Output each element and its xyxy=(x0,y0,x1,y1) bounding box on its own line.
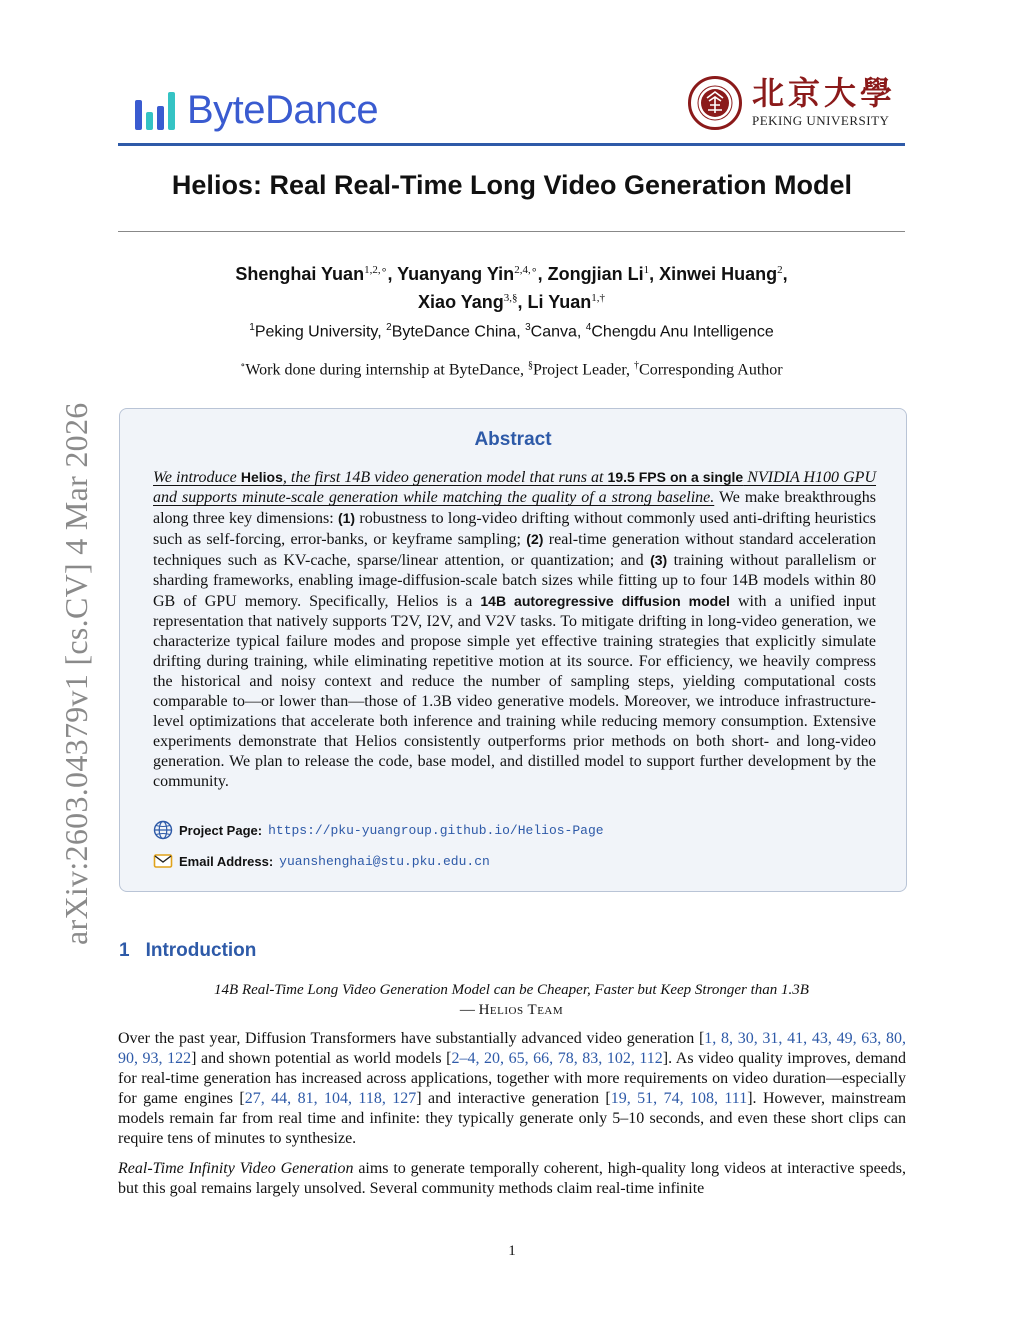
key-point-marker: (2) xyxy=(526,531,544,547)
affil-marker: 1 xyxy=(249,322,255,333)
citation-link[interactable]: 1, 8, 30, 31, 41, 43, 49, 63, 80, 90, 93, 122 xyxy=(118,1030,906,1067)
title-rule xyxy=(118,231,905,232)
note-text: Project Leader, xyxy=(532,361,631,379)
page-number: 1 xyxy=(508,1243,516,1259)
affil-marker: 4 xyxy=(585,322,592,333)
globe-icon xyxy=(153,820,173,840)
bytedance-wordmark: ByteDance xyxy=(187,88,379,132)
abstract-box xyxy=(119,408,907,892)
author-name: Shenghai Yuan xyxy=(235,264,365,284)
abstract-text: We introduce Helios, the first 14B video generation model that runs at 19.5 FPS on a single NVIDIA H100 GPU and supports minute-scale generation while matching the quality of a strong baseline. We make breakthroughs along three key dimensions: (1) robustness to long-video drifting without commonly used anti-drifting heuristics such as self-forcing, error-banks, or keyframe sampling; (2) real-time generation without standard acceleration techniques such as KV-cache, sparse/linear attention, or quantization; and (3) training without parallelism or sharding frameworks, enabling image-diffusion-scale batch sizes while fitting up to four 14B models within 80 GB of GPU memory. Specifically, Helios is a 14B autoregressive diffusion model with a unified input representation that natively supports T2V, I2V, and V2V tasks. To mitigate drifting in long-video generation, we characterize typical failure modes and propose simple yet effective training strategies that explicitly simulate drifting during training, while eliminating repetitive motion at its source. For efficiency, we heavily compress the historical and noisy context and reduce the number of sampling steps, yielding computational costs comparable to—or lower than—those of 1.3B video generative models. Moreover, we introduce infrastructure-level optimizations that accelerate both inference and training while reducing memory consumption. Extensive experiments demonstrate that Helios consistently outperforms prior methods on both short- and long-video generation. We plan to release the code, base model, and distilled model to support further development by the community. xyxy=(153,469,877,790)
pku-seal-icon xyxy=(688,76,742,130)
epigraph-attribution: Helios Team xyxy=(478,1002,564,1018)
note-marker: † xyxy=(634,360,640,371)
peking-university-logo xyxy=(688,76,896,130)
section-heading-introduction xyxy=(119,940,256,962)
bytedance-logo xyxy=(135,90,378,130)
email-label: Email Address: xyxy=(179,853,274,869)
affiliation: Chengdu Anu Intelligence xyxy=(591,323,774,341)
header-rule xyxy=(118,143,905,146)
citation-link[interactable]: 19, 51, 74, 108, 111 xyxy=(610,1090,748,1107)
note-text: Work done during internship at ByteDance, xyxy=(245,361,524,379)
fps-bold: 19.5 FPS on a single xyxy=(607,469,744,485)
email-link[interactable]: yuanshenghai@stu.pku.edu.cn xyxy=(279,853,490,869)
project-page-label: Project Page: xyxy=(179,822,263,838)
author-name: Zongjian Li xyxy=(547,264,644,284)
project-page-row xyxy=(153,820,604,840)
email-row xyxy=(153,851,490,871)
paper-title: Helios: Real Real-Time Long Video Generation Model xyxy=(171,170,853,200)
note-marker: ∘ xyxy=(240,360,246,371)
citation-link[interactable]: 2–4, 20, 65, 66, 78, 83, 102, 112 xyxy=(451,1050,663,1067)
emphasis-term: Real-Time Infinity Video Generation xyxy=(118,1160,354,1177)
key-point-marker: (3) xyxy=(650,552,668,568)
affil-marker: 3 xyxy=(525,322,531,333)
author-name: Xiao Yang xyxy=(418,292,504,312)
author-affil-marker: 1 xyxy=(643,264,650,276)
author-list: Shenghai Yuan$^{1,2,\circ}$, Yuanyang Yin$^{2,4,\circ}$, Zongjian Li$^1$, Xinwei Huang$^2$, Xiao Yang$^{3,\S}$, Li Yuan$^{1,\dagger}$ xyxy=(235,264,788,312)
section-number: 1 xyxy=(119,940,130,961)
bytedance-bars-icon xyxy=(135,90,175,130)
affiliation: ByteDance China xyxy=(391,323,517,341)
abstract-heading: Abstract xyxy=(474,429,552,450)
pku-english-name: PEKING UNIVERSITY xyxy=(751,112,890,128)
note-text: Corresponding Author xyxy=(639,361,783,379)
author-affil-marker: 2 xyxy=(777,264,783,276)
author-affil-marker: 1,† xyxy=(591,292,605,304)
section-title: Introduction xyxy=(145,940,257,961)
pku-chinese-name: 北京大學 xyxy=(751,74,896,113)
key-point-marker: (1) xyxy=(337,510,356,526)
model-type-bold: 14B autoregressive diffusion model xyxy=(480,593,730,609)
affiliation-list: $^1$Peking University, $^2$ByteDance China, $^3$Canva, $^4$Chengdu Anu Intelligence xyxy=(249,322,774,341)
author-name: Li Yuan xyxy=(527,292,592,312)
author-affil-marker: 1,2,∘ xyxy=(364,264,388,276)
intro-paragraph-2: Real-Time Infinity Video Generation aims to generate temporally coherent, high-quality long videos at interactive speeds, but this goal remains largely unsolved. Several community methods claim real-time infinite xyxy=(118,1160,907,1197)
intro-paragraph-1: Over the past year, Diffusion Transformers have substantially advanced video generation [1, 8, 30, 31, 41, 43, 49, 63, 80, 90, 93, 122] and shown potential as world models [2–4, 20, 65, 66, 78, 83, 102, 112]. As video quality improves, demand for real-time generation has increased across applications, together with more requirements on video duration—especially for game engines [27, 44, 81, 104, 118, 127] and interactive generation [19, 51, 74, 108, 111]. However, mainstream models remain far from real time and infinite: they typically generate only 5–10 seconds, and even these short clips can require tens of minutes to synthesize. xyxy=(118,1030,907,1147)
author-affil-marker: 2,4,∘ xyxy=(514,264,538,276)
arxiv-identifier: arXiv:2603.04379v1 [cs.CV] 4 Mar 2026 xyxy=(58,402,94,945)
affil-marker: 2 xyxy=(386,322,392,333)
author-name: Yuanyang Yin xyxy=(397,264,515,284)
affiliation: Peking University xyxy=(254,323,378,341)
project-page-link[interactable]: https://pku-yuangroup.github.io/Helios-Page xyxy=(268,822,604,838)
abstract-lead: We introduce Helios, the first 14B video generation model that runs at 19.5 FPS on a single NVIDIA H100 GPU and supports minute-scale generation while matching the quality of a strong baseline. xyxy=(153,469,877,506)
affiliation: Canva xyxy=(530,323,577,341)
author-name: Xinwei Huang xyxy=(659,264,778,284)
envelope-icon xyxy=(153,851,173,871)
note-marker: § xyxy=(527,360,533,371)
epigraph-text: 14B Real-Time Long Video Generation Model can be Cheaper, Faster but Keep Stronger than 1.3B xyxy=(214,982,809,998)
author-notes xyxy=(118,360,905,379)
author-affil-marker: 3,§ xyxy=(503,292,518,304)
epigraph: 14B Real-Time Long Video Generation Model can be Cheaper, Faster but Keep Stronger than 1.3B — Helios Team xyxy=(118,980,905,1020)
citation-link[interactable]: 27, 44, 81, 104, 118, 127 xyxy=(244,1090,417,1107)
helios-bold: Helios xyxy=(240,469,283,485)
